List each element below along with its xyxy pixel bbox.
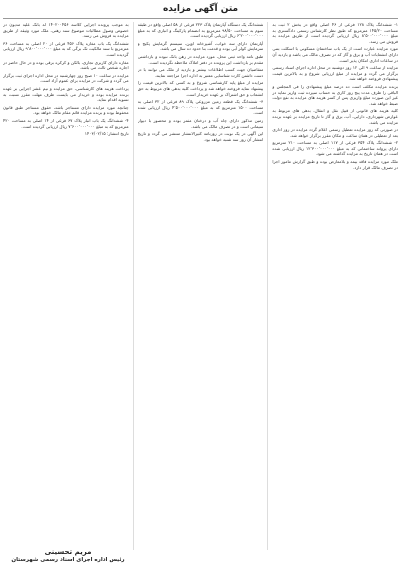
paragraph: کلیه هزینه های قانونی از قبیل نقل و انتقال، بدهی های مربوط به عوارض شهرداری، دارایی، آب، برق و گاز تا تاریخ مزایده بر عهده برنده مزایده می باشد. [272, 108, 398, 125]
paragraph: ۴- ششدانگ یک باب انبار پلاک ۶۷ فرعی از ۱۴ اصلی به مساحت ۴۲۰ مترمربع که به مبلغ ۷٬۶۰۰٬۰۰۰٬۰۰۰ ریال ارزیابی گردیده است. [2, 117, 129, 129]
paragraph: برنده مزایده مکلف است ده درصد مبلغ پیشنهادی را فی المجلس و الباقی را ظرف مدت پنج روز کاری به حساب سپرده ثبت واریز نماید در غیر این صورت مبلغ واریزی پس از کسر هزینه های مزایده به نفع دولت ضبط خواهد شد. [272, 83, 398, 106]
paragraph: ۱- ششدانگ پلاک ۱۲۸ فرعی از ۴۶ اصلی واقع در بخش ۲ ثبت به مساحت ۱۴۵/۲۰ مترمربع که طبق نظر کارشناس رسمی دادگستری به مبلغ ۸٬۵۰۰٬۰۰۰٬۰۰۰ ریال ارزیابی گردیده است از طریق مزایده به فروش می رسد. [272, 22, 398, 44]
paragraph: آپارتمان دارای سه خواب، آشپزخانه اوپن، سیستم گرمایش پکیج و سرمایش کولر آبی بوده و قدمت بنا حدود ده سال می باشد. [137, 40, 264, 52]
paragraph: چنانچه مورد مزایده دارای مستاجر باشد، حقوق مستاجر طبق قانون محفوظ بوده و برنده مزایده قائم مقام مالک خواهد بود. [2, 104, 129, 116]
paragraph: این آگهی در یک نوبت در روزنامه کثیرالانتشار منتشر می گردد و تاریخ انتشار آن روز سه شنبه خواهد بود. [137, 131, 264, 142]
paragraph: ششدانگ یک باب مغازه پلاک ۴۵۶ فرعی از ۲۰ اصلی به مساحت ۳۶ مترمربع با سند مالکیت تک برگی که به مبلغ ۹٬۸۰۰٬۰۰۰٬۰۰۰ ریال ارزیابی گردیده است. [2, 40, 129, 57]
paragraph: ملک مورد مزایده فاقد بیمه و بلامعارض بوده و طبق گزارش مامور اجرا در تصرف مالک قرار دارد. [272, 159, 398, 170]
text-columns [3, 22, 398, 550]
paragraph: ششدانگ یک دستگاه آپارتمان پلاک ۲۲۳ فرعی از ۵۸ اصلی واقع در طبقه سوم به مساحت ۹۸/۵۰ مترمربع به انضمام پارکینگ و انباری که به مبلغ ۶٬۲۰۰٬۰۰۰٬۰۰۰ ریال ارزیابی گردیده است. [137, 22, 264, 39]
paragraph: پرداخت هزینه های کارشناسی، حق مزایده و نیم عشر اجرایی بر عهده برنده مزایده بوده و خریدار می بایست ظرف مهلت مقرر نسبت به تسویه اقدام نماید. [2, 85, 129, 103]
paragraph: مورد مزایده عبارت است از یک باب ساختمان مسکونی با اسکلت بتنی دارای انشعابات آب و برق و گاز که در تصرف مالک می باشد و بازدید آن در ساعات اداری امکان پذیر است. [272, 46, 398, 63]
paragraph: ۳- ششدانگ یک قطعه زمین مزروعی پلاک ۸۹ فرعی از ۳۲ اصلی به مساحت ۱۵۰۰ مترمربع که به مبلغ ۴٬۵۰۰٬۰۰۰٬۰۰۰ ریال ارزیابی شده است. [137, 99, 264, 116]
header [0, 0, 401, 18]
paragraph: در صورتی که روز مزایده تعطیل رسمی اعلام گردد مزایده در روز اداری بعد از تعطیلی در همان ساعت و مکان مقرر برگزار خواهد شد. [272, 127, 398, 138]
paragraph: مزایده از ساعت ۹ الی ۱۲ روز دوشنبه در محل اداره اجرای اسناد رسمی برگزار می گردد و مزایده از مبلغ ارزیابی شروع و به بالاترین قیمت پیشنهادی فروخته خواهد شد. [272, 65, 398, 82]
paragraph: زمین مذکور دارای چاه آب و درختان مثمر بوده و محصور با دیوار سیمانی است و در تصرف مالک می باشد. [137, 117, 264, 129]
column-divider [267, 22, 268, 550]
column-left [3, 22, 129, 550]
page-title: متن آگهی مزایده [162, 4, 239, 14]
paragraph: طبق نامه واحد ثبتی محل، مورد مزایده در رهن بانک نبوده و بازداشتی مقدم بر بازداشت این پرونده در دفتر املاک ملاحظه نگردیده است. [137, 53, 264, 65]
paragraph: به موجب پرونده اجرایی کلاسه ۱۴۰۲۰۰۴۵۶ له بانک علیه مدیون در خصوص وصول مطالبات موضوع سند رهنی، ملک مورد وثیقه از طریق مزایده به فروش می رسد. [2, 22, 129, 39]
paragraph: مزایده در ساعت ۱۰ صبح روز چهارشنبه در محل اداره اجرای ثبت برگزار می گردد و شرکت در مزایده برای عموم آزاد است. [2, 72, 129, 84]
paragraph: ۲- ششدانگ پلاک ۳۵۴ فرعی از ۱۱۷ اصلی به مساحت ۲۱۰ مترمربع دارای پروانه ساختمانی که به مبلغ ۱۲٬۳۰۰٬۰۰۰٬۰۰۰ ریال ارزیابی شده است در همان تاریخ به مزایده گذاشته می شود. [272, 140, 398, 157]
paragraph: مزایده از مبلغ پایه کارشناسی شروع و به کسی که بالاترین قیمت را پیشنهاد نماید فروخته خواهد شد و پرداخت کلیه بدهی های مربوط به حق انشعاب و حق اشتراک بر عهده خریدار است. [137, 80, 264, 97]
paragraph: متقاضیان جهت کسب اطلاعات بیشتر و بازدید از ملک می توانند با در دست داشتن کارت شناسایی معتبر به اداره اجرا مراجعه نمایند. [137, 67, 264, 78]
header-divider [3, 18, 398, 19]
signature-block [8, 548, 128, 564]
paragraph: مغازه دارای کاربری تجاری، بالکن و کرکره برقی بوده و در حال حاضر در اجاره شخص ثالث می باشد. [2, 59, 129, 71]
paragraph: تاریخ انتشار: ۱۴۰۳/۰۲/۱۵ [84, 131, 129, 137]
signatory-role: رئیس اداره اجرای اسناد رسمی شهرستان [11, 557, 125, 563]
column-right [272, 22, 398, 550]
column-middle [138, 22, 264, 550]
signatory-name: مریم تحسینی [44, 548, 92, 556]
column-divider [133, 22, 134, 550]
